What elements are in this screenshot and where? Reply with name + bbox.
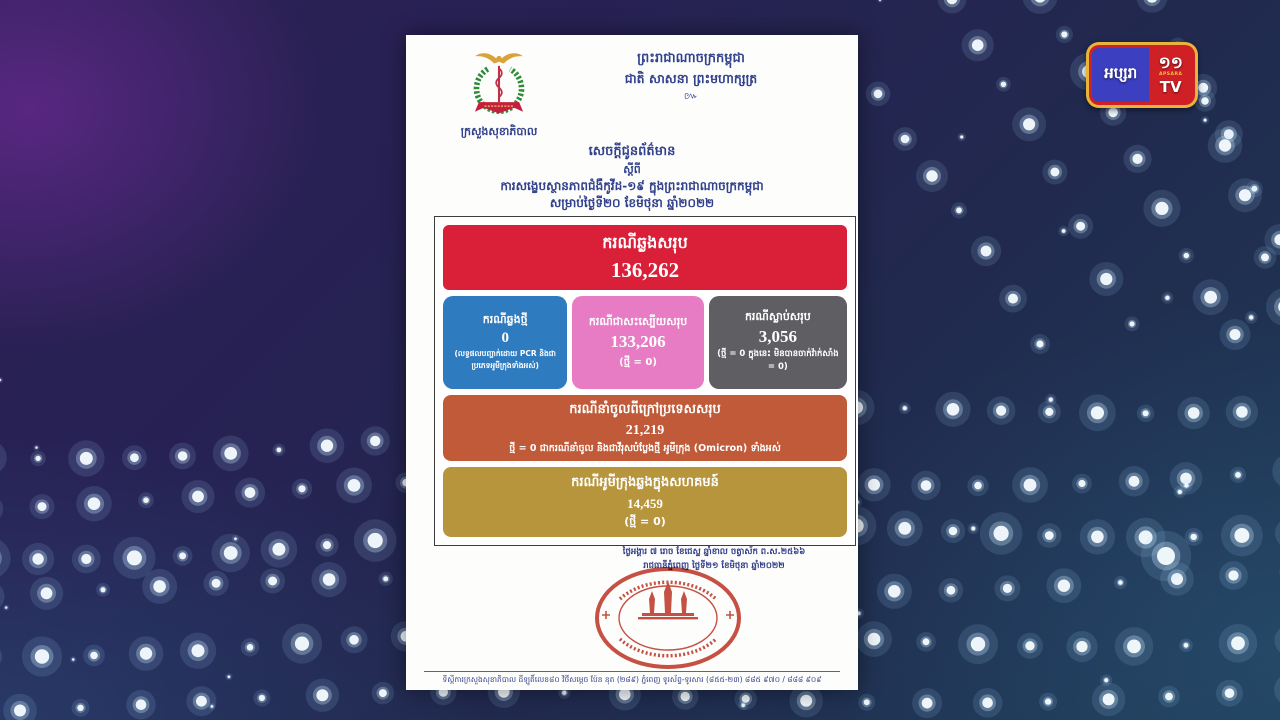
apsara11-tv-logo: [1086, 42, 1198, 108]
covid-stats-panel: [434, 216, 856, 546]
community-omicron-note: (ថ្មី = 0): [624, 514, 666, 528]
total-cases-box: [443, 225, 847, 290]
title-line4: សម្រាប់ថ្ងៃទី២០ ខែមិថុនា ឆ្នាំ២០២២: [549, 196, 715, 211]
imported-cases-box: [443, 395, 847, 462]
community-omicron-box: [443, 467, 847, 537]
tv-logo-khmer-name: អប្សរា: [1104, 64, 1138, 82]
recovered-box: [572, 296, 703, 389]
ministry-header: [444, 49, 554, 141]
footer-address: ទីស្តីការក្រសួងសុខាភិបាល ដីឡូតិ៍លេខ៨០ វិថីសម្តេច ប៉ែន នុត (២៨៩) ភ្នំពេញ ទូរស័ព្ទ-ទូរសារ (៨៥៥-២៣) ៨៨៥ ៩៧០ / ៨៨៨ ៩០៩: [442, 675, 822, 684]
tv-logo-channel-number: ១១: [1158, 53, 1183, 73]
document-title: [406, 143, 858, 213]
tv-logo-number-panel: [1149, 48, 1192, 102]
tv-logo-inner: [1089, 45, 1195, 105]
deaths-value: 3,056: [758, 327, 797, 347]
tv-logo-tv-text: TV: [1159, 77, 1182, 96]
recovered-label: ករណីជាសះស្បើយសរុប: [588, 314, 688, 328]
header-ornament: ៚: [683, 90, 699, 102]
recovered-value: 133,206: [610, 331, 666, 351]
community-omicron-label: ករណីអូមីក្រុងឆ្លងក្នុងសហគមន៍: [571, 474, 719, 490]
community-omicron-value: 14,459: [627, 495, 663, 511]
kingdom-line: ព្រះរាជាណាចក្រកម្ពុជា: [637, 51, 745, 66]
title-line1: សេចក្តីជូនព័ត៌មាន: [588, 144, 676, 159]
title-line2: ស្តីពី: [623, 162, 641, 176]
motto-line: ជាតិ សាសនា ព្រះមហាក្សត្រ: [624, 71, 758, 87]
total-cases-value: 136,262: [610, 257, 680, 282]
new-cases-box: [443, 296, 567, 389]
footer-divider: [424, 671, 840, 672]
total-cases-label: ករណីឆ្លងសរុប: [602, 232, 688, 252]
ministry-of-health-emblem: [459, 49, 539, 123]
imported-label: ករណីនាំចូលពីក្រៅប្រទេសសរុប: [569, 401, 721, 417]
gregorian-date-line: រាជធានីភ្នំពេញ ថ្ងៃទី២១ ខែមិថុនា ឆ្នាំ២០២២: [643, 560, 785, 571]
tv-logo-brand-text: APSARA: [1159, 72, 1183, 78]
stats-row: [443, 296, 847, 389]
recovered-note: (ថ្មី = 0): [619, 356, 657, 368]
lunar-date-line: ថ្ងៃអង្គារ ៧ រោច ខែជេស្ឋ ឆ្នាំខាល ចត្វាស័ក ព.ស.២៥៦៦: [622, 547, 806, 557]
deaths-label: ករណីស្លាប់សរុប: [744, 310, 811, 324]
new-cases-note: (លទ្ធផលបញ្ជាក់ដោយ PCR និងជាប្រភេទអូមីក្រុងទាំងអស់): [454, 349, 556, 370]
tv-logo-khmer-panel: [1092, 48, 1149, 102]
deaths-box: [709, 296, 847, 389]
ministry-label: ក្រសួងសុខាភិបាល: [460, 125, 538, 138]
kingdom-header: [546, 49, 836, 104]
new-cases-label: ករណីឆ្លងថ្មី: [482, 313, 528, 327]
deaths-note: (ថ្មី = 0 ក្នុងនេះ មិនបានចាក់វ៉ាក់សាំង = 0): [717, 349, 839, 373]
imported-value: 21,219: [625, 422, 665, 438]
new-cases-value: 0: [501, 330, 509, 347]
announcement-document: [406, 35, 858, 690]
title-line3: ការសង្ខេបស្ថានភាពជំងឺកូវីដ-១៩ ក្នុងព្រះរាជាណាចក្រកម្ពុជា: [500, 178, 764, 193]
imported-note: ថ្មី = 0 ជាករណីនាំចូល និងជាវីរុសបំប្លែងថ្មី អូមីក្រុង (Omicron) ទាំងអស់: [509, 442, 781, 454]
official-seal-stamp: [592, 565, 744, 671]
